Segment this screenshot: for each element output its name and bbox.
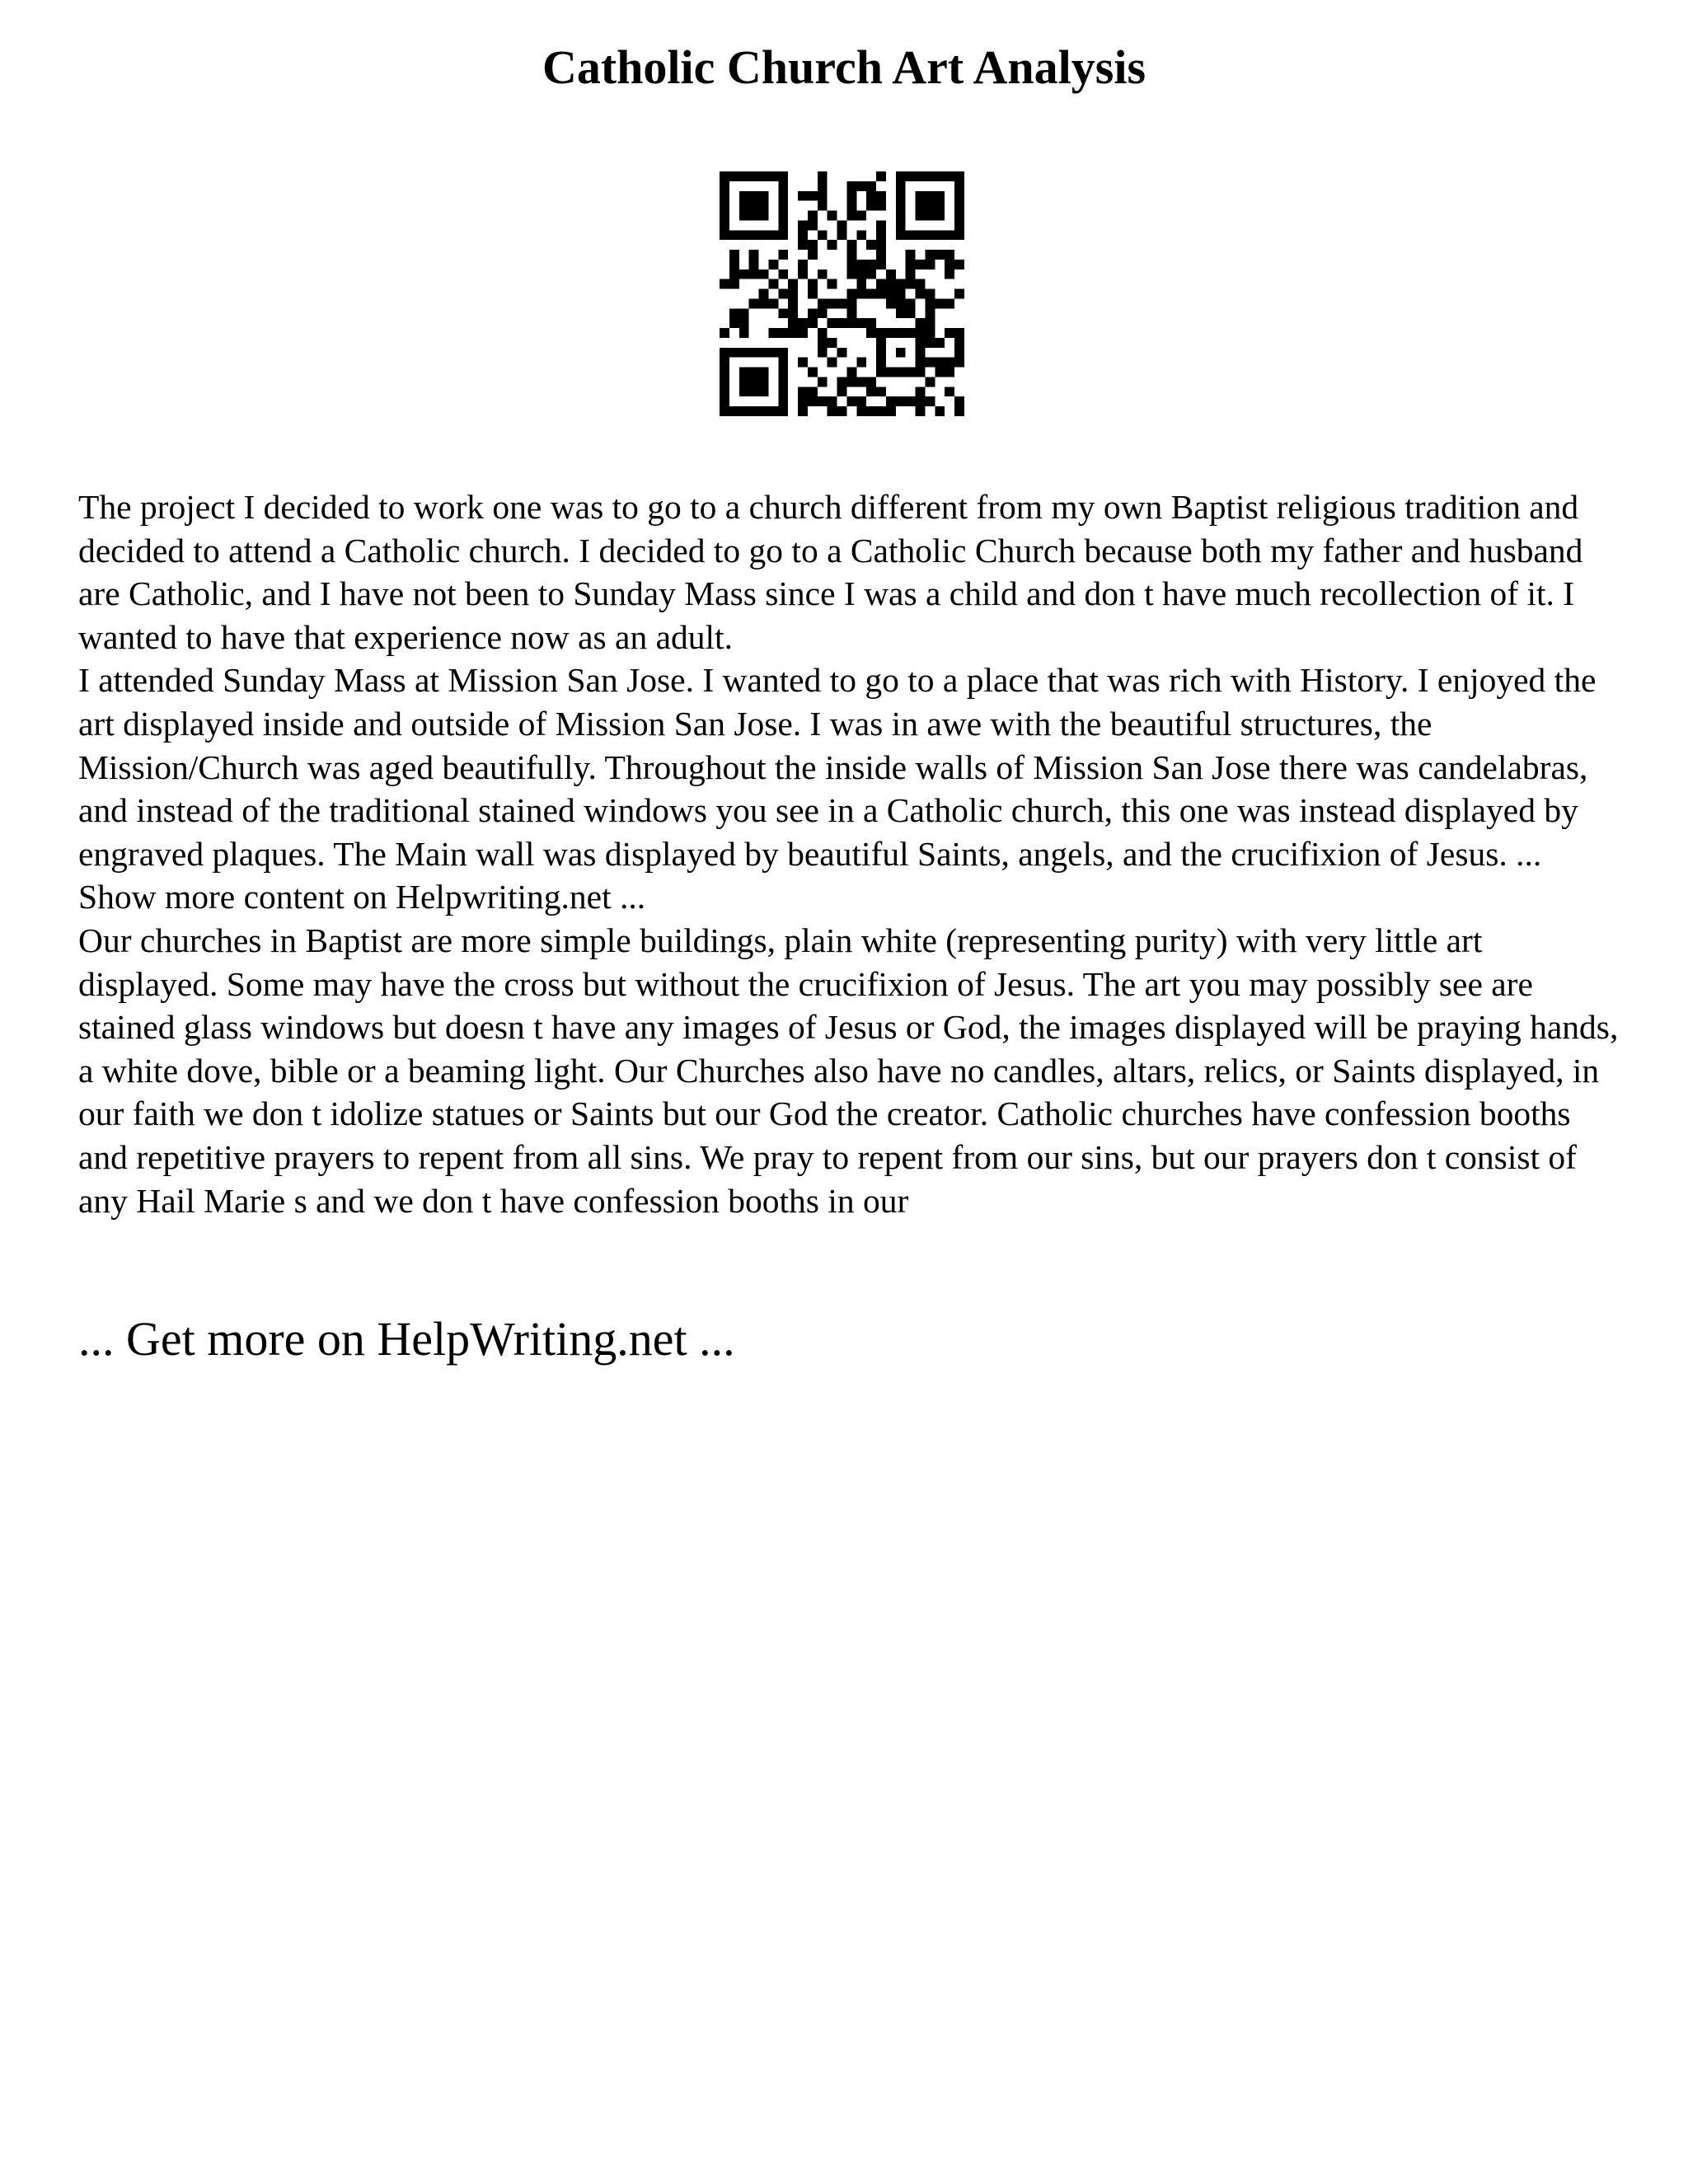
document-title: Catholic Church Art Analysis	[542, 40, 1146, 94]
body-paragraph-3: Our churches in Baptist are more simple buildings, plain white (representing purity) with very little art displayed. Some may have the cross but without the crucifixion of Jesus. The art you may possibly see are stained glass windows but doesn t have any images of Jesus or God, the images displayed will be praying hands, a white dove, bible or a beaming light. Our Churches also have no candles, altars, relics, or Saints displayed, in our faith we don t idolize statues or Saints but our God the creator. Catholic churches have confession booths and repetitive prayers to repent from all sins. We pray to repent from our sins, but our prayers don t consist of any Hail Marie s and we don t have confession booths in our	[78, 921, 1619, 1220]
qr-code-graphic	[720, 171, 964, 416]
body-paragraph-2: I attended Sunday Mass at Mission San Jose. I wanted to go to a place that was rich with History. I enjoyed the art displayed inside and outside of Mission San Jose. I was in awe with the beautiful structures, the Mission/Church was aged beautifully. Throughout the inside walls of Mission San Jose there was candelabras, and instead of the traditional stained windows you see in a Catholic church, this one was instead displayed by engraved plaques. The Main wall was displayed by beautiful Saints, angels, and the crucifixion of Jesus. ... Show more content on Helpwriting.net ...	[78, 661, 1597, 916]
qr-code-icon[interactable]	[720, 171, 964, 416]
body-paragraph-1: The project I decided to work one was to go to a church different from my own Baptist religious tradition and decided to attend a Catholic church. I decided to go to a Catholic Church because both my father and husband are Catholic, and I have not been to Sunday Mass since I was a child and don t have much recollection of it. I wanted to have that experience now as an adult.	[78, 488, 1583, 656]
document-body	[78, 485, 1628, 1222]
get-more-link[interactable]: ... Get more on HelpWriting.net ...	[78, 1312, 735, 1366]
